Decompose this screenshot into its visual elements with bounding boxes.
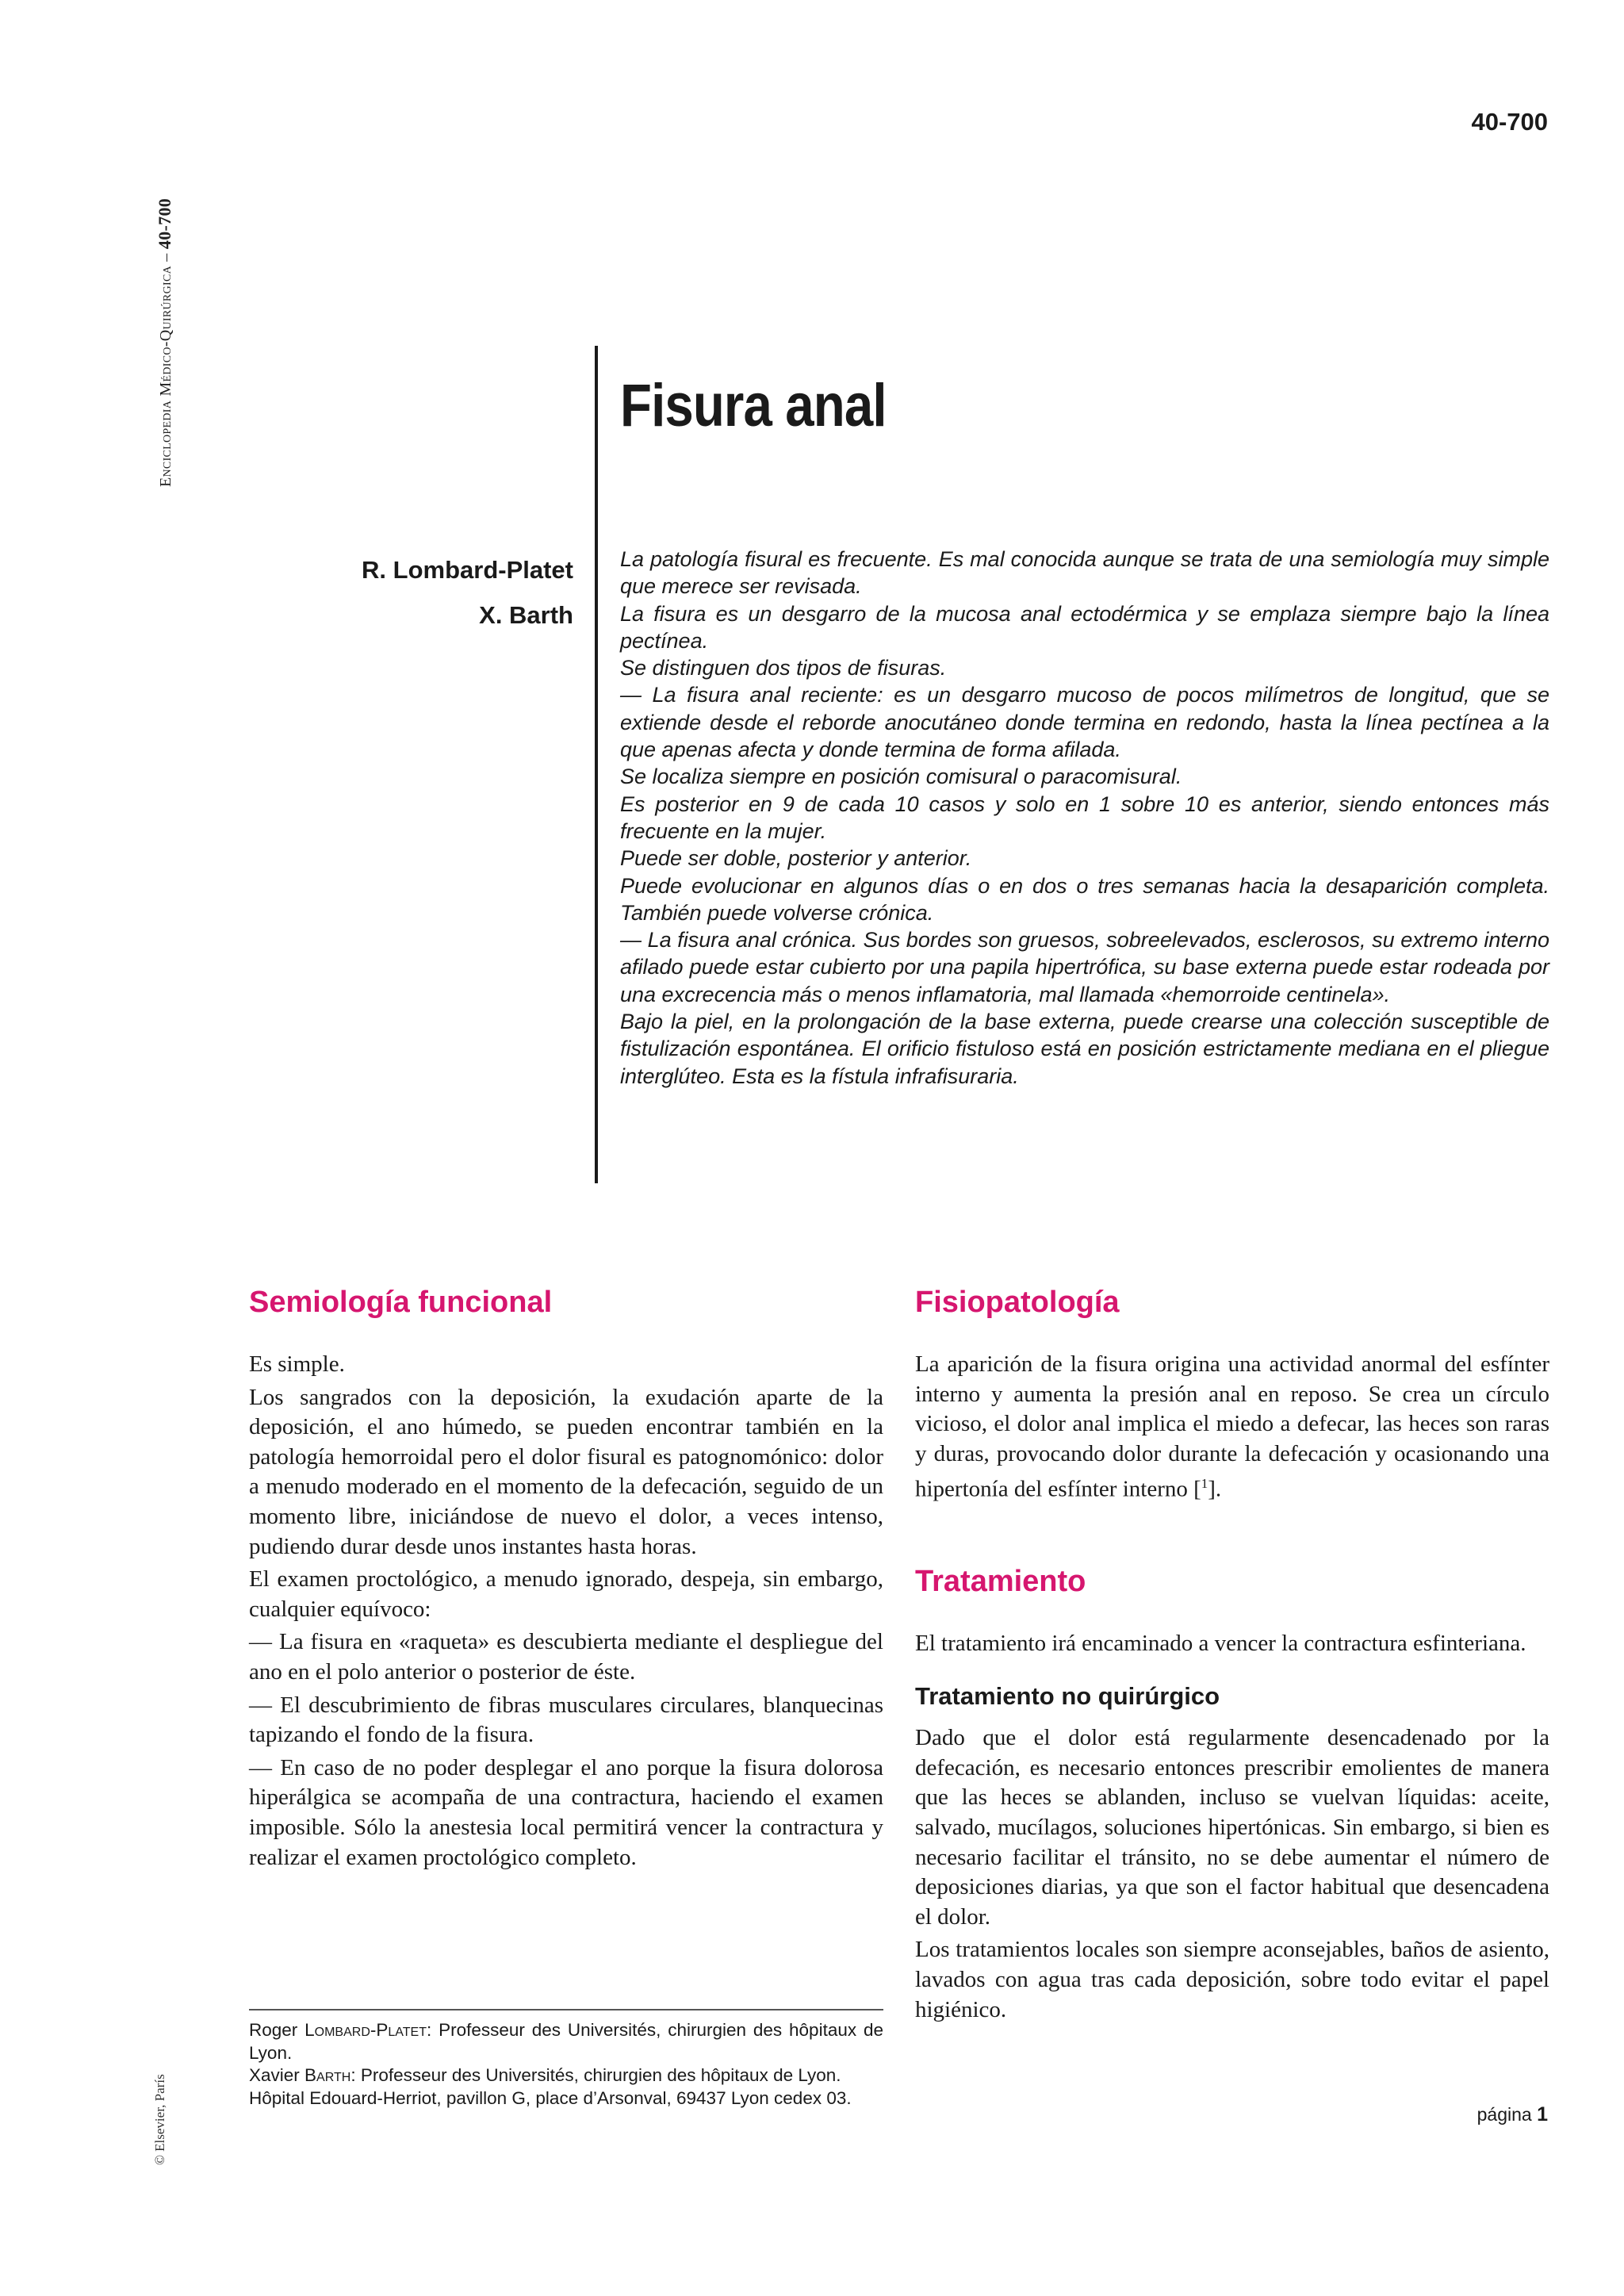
affiliation-address: Hôpital Edouard-Herriot, pavillon G, place d’Arsonval, 69437 Lyon cedex 03.	[249, 2087, 852, 2108]
abstract-paragraph: Puede evolucionar en algunos días o en dos o tres semanas hacia la desaparición completa. También puede volverse crónica.	[620, 873, 1549, 925]
left-column	[249, 1278, 883, 1876]
author-first-name: Roger	[249, 2020, 305, 2040]
author-first-name: Xavier	[249, 2065, 305, 2085]
author-list	[362, 547, 573, 638]
journal-code: 40-700	[155, 197, 174, 250]
document-code: 40-700	[1471, 108, 1548, 136]
author-last-name: Lombard-Platet	[304, 2020, 427, 2040]
copyright-vertical: © Elsevier, París	[152, 2074, 167, 2165]
body-paragraph: Los tratamientos locales son siempre aconsejables, baños de asiento, lavados con agua tras cada deposición, sobre todo evitar el papel higiénico.	[915, 1937, 1549, 2022]
fisio-text: La aparición de la fisura origina una actividad anormal del esfínter interno y aumenta la presión anal en reposo. Se crea un círculo vicioso, el dolor anal implica el miedo a defecar, las heces son raras y duras, provocando dolor durante la defecación y ocasionando una hipertonía del esfínter interno [	[915, 1351, 1549, 1503]
author-name: X. Barth	[479, 601, 573, 629]
journal-name-vertical	[155, 198, 175, 487]
section-heading-fisiopatologia: Fisiopatología	[915, 1286, 1120, 1319]
body-paragraph: Es simple.	[249, 1351, 345, 1377]
body-paragraph: — El descubrimiento de fibras musculares circulares, blanquecinas tapizando el fondo de la fisura.	[249, 1692, 883, 1748]
title-vertical-rule	[595, 346, 598, 1183]
article-title: Fisura anal	[620, 372, 887, 439]
author-name: R. Lombard-Platet	[362, 556, 573, 584]
author-affiliations	[249, 2019, 883, 2110]
right-column	[915, 1278, 1549, 2028]
abstract-paragraph: La patología fisural es frecuente. Es mal conocida aunque se trata de una semiología muy simple que merece ser revisada.	[620, 547, 1549, 599]
footnote-rule	[249, 2009, 883, 2010]
body-paragraph: Los sangrados con la deposición, la exudación aparte de la deposición, el ano húmedo, se pueden encontrar también en la patología hemorroidal pero el dolor fisural es patognomónico: dolor a menudo moderado en el momento de la defecación, seguido de un momento libre, iniciándose de nuevo el dolor, a veces intenso, pudiendo durar desde unos instantes hasta horas.	[249, 1384, 883, 1559]
affiliation-line	[249, 2064, 883, 2087]
page-number	[1477, 2103, 1548, 2126]
abstract-paragraph: Se distinguen dos tipos de fisuras.	[620, 656, 947, 680]
journal-separator: –	[157, 249, 174, 262]
author-last-name: Barth	[304, 2065, 351, 2085]
page-number-value: 1	[1537, 2103, 1548, 2125]
abstract-paragraph: La fisura es un desgarro de la mucosa anal ectodérmica y se emplaza siempre bajo la línea pectínea.	[620, 601, 1549, 653]
reference-number: 1	[1201, 1476, 1208, 1492]
body-paragraph: — La fisura en «raqueta» es descubierta mediante el despliegue del ano en el polo anterior o posterior de éste.	[249, 1629, 883, 1685]
abstract-paragraph: — La fisura anal reciente: es un desgarro mucoso de pocos milímetros de longitud, que se extiende desde el reborde anocutáneo donde termina en redondo, hasta la línea pectínea a la que apenas afecta y donde termina de forma afilada.	[620, 683, 1549, 762]
abstract-paragraph: Es posterior en 9 de cada 10 casos y solo en 1 sobre 10 es anterior, siendo entonces más frecuente en la mujer.	[620, 792, 1549, 843]
abstract-paragraph: — La fisura anal crónica. Sus bordes son gruesos, sobreelevados, esclerosos, su extremo interno afilado puede estar cubierto por una papila hipertrófica, su base externa puede estar rodeada por una excrecencia más o menos inflamatoria, mal llamada «hemorroide centinela».	[620, 928, 1549, 1006]
body-paragraph: El examen proctológico, a menudo ignorado, despeja, sin embargo, cualquier equívoco:	[249, 1566, 883, 1622]
section-heading-tratamiento: Tratamiento	[915, 1564, 1086, 1598]
fisio-text-end: ].	[1208, 1477, 1222, 1503]
abstract	[620, 546, 1549, 1090]
author-description: : Professeur des Universités, chirurgien des hôpitaux de Lyon.	[249, 2020, 883, 2063]
body-paragraph: El tratamiento irá encaminado a vencer la contractura esfinteriana.	[915, 1630, 1526, 1656]
body-paragraph: Dado que el dolor está regularmente desencadenado por la defecación, es necesario entonces prescribir emolientes de manera que las heces se ablanden, incluso se vuelvan líquidas: aceite, salvado, mucílagos, soluciones hipertónicas. Sin embargo, si bien es necesario facilitar el tránsito, no se debe aumentar el número de deposiciones diarias, ya que son el factor habitual que desencadena el dolor.	[915, 1725, 1549, 1930]
abstract-paragraph: Se localiza siempre en posición comisural o paracomisural.	[620, 765, 1182, 789]
body-paragraph: — En caso de no poder desplegar el ano porque la fisura dolorosa hiperálgica se acompaña de una contractura, haciendo el examen imposible. Sólo la anestesia local permitirá vencer la contractura y realizar el examen proctológico completo.	[249, 1754, 883, 1870]
author-description: : Professeur des Universités, chirurgien des hôpitaux de Lyon.	[350, 2065, 841, 2085]
abstract-paragraph: Puede ser doble, posterior y anterior.	[620, 846, 972, 871]
section-heading-semiologia: Semiología funcional	[249, 1286, 553, 1319]
body-paragraph	[915, 1350, 1549, 1505]
subsection-heading-no-quirurgico: Tratamiento no quirúrgico	[915, 1682, 1220, 1711]
page-label: página	[1477, 2104, 1532, 2125]
affiliation-line	[249, 2019, 883, 2064]
journal-name: Enciclopedia Médico-Quirúrgica	[157, 266, 174, 487]
abstract-paragraph: Bajo la piel, en la prolongación de la base externa, puede crearse una colección susceptible de fistulización espontánea. El orificio fistuloso está en posición estrictamente mediana en el pliegue interglúteo. Esta es la fístula infrafisuraria.	[620, 1010, 1549, 1088]
